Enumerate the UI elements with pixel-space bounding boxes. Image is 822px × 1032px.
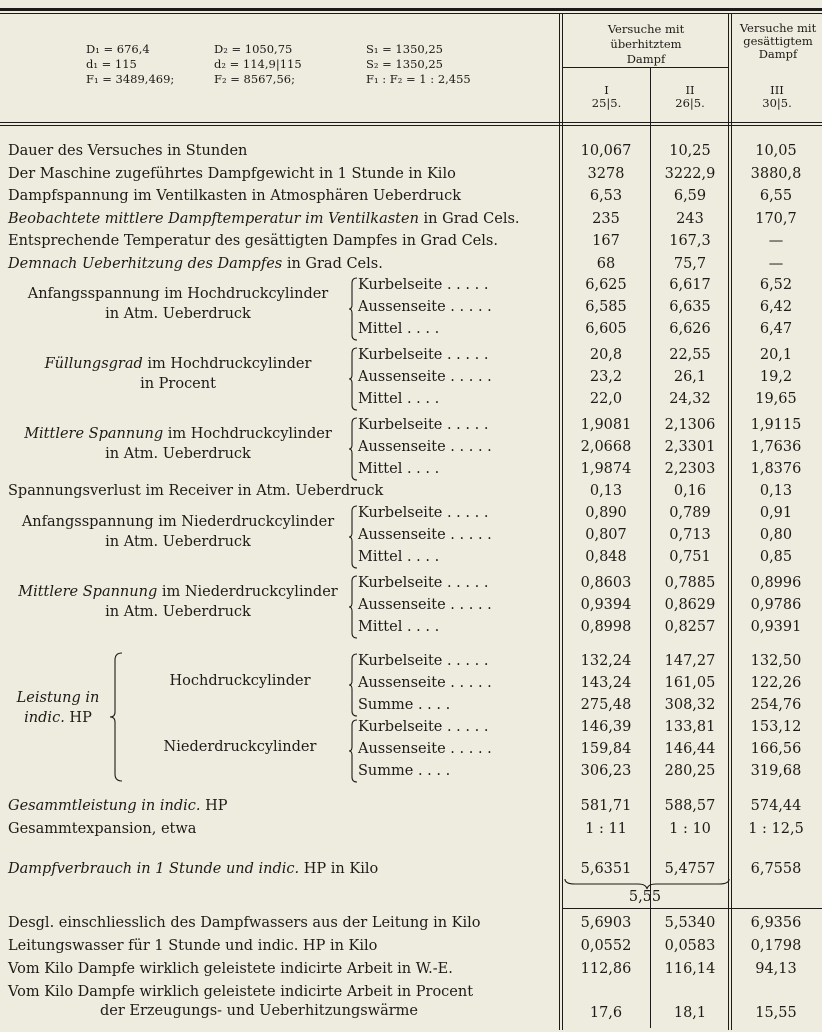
value-cell: 0,85 bbox=[759, 549, 793, 565]
value-cell: 0,7885 bbox=[664, 575, 716, 591]
value-cell: 20,1 bbox=[759, 347, 793, 363]
value-cell: 5,6351 bbox=[580, 861, 632, 877]
value-cell: 166,56 bbox=[750, 741, 802, 757]
value-cell: 6,9356 bbox=[750, 915, 802, 931]
group-hd-anfang-r0-v1 bbox=[0, 274, 822, 296]
value-cell: 5,4757 bbox=[664, 861, 716, 877]
value-cell: 1,9115 bbox=[750, 417, 802, 433]
value-cell: 0,751 bbox=[669, 549, 711, 565]
value-cell: 122,26 bbox=[750, 675, 802, 691]
sub-label: Mittel . . . . bbox=[358, 461, 440, 477]
group-header-rule bbox=[562, 67, 729, 68]
value-cell: 116,14 bbox=[664, 961, 716, 977]
group-header-saturated: Versuche mit gesättigtem Dampf bbox=[739, 21, 817, 61]
value-cell: 1,7636 bbox=[750, 439, 802, 455]
sub-label: Kurbelseite . . . . . bbox=[358, 417, 489, 433]
group-nd-anfang-r1-v1 bbox=[0, 524, 822, 546]
value-cell: 280,25 bbox=[664, 763, 716, 779]
value-cell: 0,80 bbox=[759, 527, 793, 543]
value-cell: 3880,8 bbox=[750, 165, 802, 182]
top-rule bbox=[0, 8, 822, 11]
average-value bbox=[0, 886, 822, 908]
value-cell: 6,7558 bbox=[750, 861, 802, 877]
value-cell: 574,44 bbox=[750, 798, 802, 814]
sub-label: Kurbelseite . . . . . bbox=[358, 277, 489, 293]
value-cell: 161,05 bbox=[664, 675, 716, 691]
value-cell: 10,25 bbox=[669, 143, 711, 159]
value-cell: 2,0668 bbox=[580, 439, 632, 455]
value-cell: 24,32 bbox=[669, 391, 711, 407]
col-header-3: III 30|5. bbox=[762, 83, 792, 110]
value-cell: 6,617 bbox=[669, 277, 711, 293]
group-nd-anfang-title: Anfangsspannung im Niederdruckcylinder in Atm. Ueberdruck bbox=[21, 514, 335, 550]
data-row-1-v1 bbox=[0, 163, 822, 185]
value-cell: 20,8 bbox=[589, 347, 623, 363]
sub-label: Aussenseite . . . . . bbox=[358, 741, 492, 757]
last-v1 bbox=[0, 1002, 822, 1024]
row-label: Gesammtleistung in indic. HP bbox=[8, 798, 228, 814]
row-label: Dauer des Versuches in Stunden bbox=[8, 143, 248, 159]
value-cell: 6,59 bbox=[673, 188, 707, 204]
leistung-nieder-r1-v1 bbox=[0, 738, 822, 760]
value-cell: 1 : 11 bbox=[585, 821, 627, 837]
sub-label: Kurbelseite . . . . . bbox=[358, 347, 489, 363]
value-cell: 143,24 bbox=[580, 675, 632, 691]
tail-1-v1 bbox=[0, 935, 822, 957]
value-cell: 275,48 bbox=[580, 697, 632, 713]
value-cell: 0,8996 bbox=[750, 575, 802, 591]
sub-label: Aussenseite . . . . . bbox=[358, 597, 492, 613]
tail-2-v1 bbox=[0, 958, 822, 980]
row-label: Dampfverbrauch in 1 Stunde und indic. HP in Kilo bbox=[8, 861, 379, 877]
value-cell: 23,2 bbox=[589, 369, 623, 385]
value-cell: 243 bbox=[676, 210, 704, 227]
value-cell: 17,6 bbox=[589, 1005, 623, 1021]
value-cell: — bbox=[768, 233, 784, 249]
value-cell: 2,3301 bbox=[664, 439, 716, 455]
value-cell: 133,81 bbox=[664, 719, 716, 735]
row-label: Vom Kilo Dampfe wirklich geleistete indicirte Arbeit in W.-E. bbox=[8, 961, 453, 977]
tail-0-v1 bbox=[0, 912, 822, 934]
group-nd-anfang-r0-v1 bbox=[0, 502, 822, 524]
value-cell: 22,55 bbox=[669, 347, 711, 363]
value-cell: 6,635 bbox=[669, 299, 711, 315]
gesamtleistung-v1 bbox=[0, 795, 822, 817]
value-cell: 0,13 bbox=[759, 483, 793, 499]
value-cell: 0,848 bbox=[585, 549, 627, 565]
value-cell: 167,3 bbox=[669, 233, 711, 249]
group-hd-mittel-r0-v1 bbox=[0, 414, 822, 436]
leistung-nieder-r2-v1 bbox=[0, 760, 822, 782]
value-cell: 132,50 bbox=[750, 653, 802, 669]
value-cell: 94,13 bbox=[755, 961, 797, 977]
value-cell: 0,16 bbox=[673, 483, 707, 499]
value-cell: 167 bbox=[592, 233, 620, 249]
value-cell: 1 : 12,5 bbox=[748, 821, 804, 837]
group-nd-mittel-r1-v1 bbox=[0, 594, 822, 616]
group-nd-mittel-title: Mittlere Spannung im Niederdruckcylinder in Atm. Ueberdruck bbox=[18, 584, 338, 620]
value-cell: 0,9394 bbox=[580, 597, 632, 613]
value-cell: 6,52 bbox=[759, 277, 793, 293]
row-label: Demnach Ueberhitzung des Dampfes in Grad Cels. bbox=[8, 255, 383, 272]
sub-label: Kurbelseite . . . . . bbox=[358, 653, 489, 669]
value-cell: 588,57 bbox=[664, 798, 716, 814]
value-cell: 146,39 bbox=[580, 719, 632, 735]
sub-label: Aussenseite . . . . . bbox=[358, 675, 492, 691]
sub-label: Aussenseite . . . . . bbox=[358, 299, 492, 315]
value-cell: 1 : 10 bbox=[669, 821, 711, 837]
value-cell: 1,9081 bbox=[580, 417, 632, 433]
group-hd-mittel-r2-v1 bbox=[0, 458, 822, 480]
value-cell: 147,27 bbox=[664, 653, 716, 669]
row-label: Der Maschine zugeführtes Dampfgewicht in 1 Stunde in Kilo bbox=[8, 165, 456, 182]
leistung-hoch-r0-v1 bbox=[0, 650, 822, 672]
value-cell: 581,71 bbox=[580, 798, 632, 814]
value-cell: 5,6903 bbox=[580, 915, 632, 931]
row-label: Desgl. einschliesslich des Dampfwassers aus der Leitung in Kilo bbox=[8, 915, 481, 931]
group-hd-anfang-r2-v1 bbox=[0, 318, 822, 340]
value-cell: 68 bbox=[596, 255, 616, 272]
value-cell: 0,9786 bbox=[750, 597, 802, 613]
average-cell: 5,55 bbox=[628, 889, 662, 905]
value-cell: 159,84 bbox=[580, 741, 632, 757]
group-hd-fuellung-title: Füllungsgrad im Hochdruckcylinder in Procent bbox=[44, 356, 312, 392]
value-cell: 0,890 bbox=[585, 505, 627, 521]
header-rule-2 bbox=[0, 125, 822, 126]
last-row-label-1: Vom Kilo Dampfe wirklich geleistete indicirte Arbeit in Procent bbox=[8, 984, 474, 1000]
leistung-hoch-r2-v1 bbox=[0, 694, 822, 716]
top-rule-thin bbox=[0, 13, 822, 14]
leistung-hoch-title: Hochdruckcylinder bbox=[169, 673, 311, 689]
value-cell: 6,605 bbox=[585, 321, 627, 337]
expansion-v1 bbox=[0, 818, 822, 840]
value-cell: — bbox=[768, 255, 784, 272]
sub-label: Aussenseite . . . . . bbox=[358, 439, 492, 455]
header-rule bbox=[0, 122, 822, 123]
row-label: Leitungswasser für 1 Stunde und indic. HP in Kilo bbox=[8, 938, 378, 954]
row-label: Spannungsverlust im Receiver in Atm. Ueberdruck bbox=[8, 483, 384, 499]
group-hd-anfang-r1-v1 bbox=[0, 296, 822, 318]
sub-label: Kurbelseite . . . . . bbox=[358, 719, 489, 735]
value-cell: 0,91 bbox=[759, 505, 793, 521]
value-cell: 235 bbox=[592, 210, 620, 227]
value-cell: 18,1 bbox=[673, 1005, 707, 1021]
value-cell: 1,8376 bbox=[750, 461, 802, 477]
col-header-2: II 26|5. bbox=[675, 83, 705, 110]
group-nd-mittel-r2-v1 bbox=[0, 616, 822, 638]
value-cell: 3222,9 bbox=[664, 165, 716, 182]
value-cell: 132,24 bbox=[580, 653, 632, 669]
group-hd-fuellung-r1-v1 bbox=[0, 366, 822, 388]
receiver-v1 bbox=[0, 480, 822, 502]
value-cell: 308,32 bbox=[664, 697, 716, 713]
sub-label: Summe . . . . bbox=[358, 697, 451, 713]
value-cell: 146,44 bbox=[664, 741, 716, 757]
leistung-nieder-r0-v1 bbox=[0, 716, 822, 738]
sub-label: Summe . . . . bbox=[358, 763, 451, 779]
value-cell: 6,585 bbox=[585, 299, 627, 315]
value-cell: 6,626 bbox=[669, 321, 711, 337]
value-cell: 0,789 bbox=[669, 505, 711, 521]
value-cell: 2,1306 bbox=[664, 417, 716, 433]
value-cell: 3278 bbox=[587, 165, 625, 182]
value-cell: 6,55 bbox=[759, 188, 793, 204]
leistung-hoch-r1-v1 bbox=[0, 672, 822, 694]
sub-label: Mittel . . . . bbox=[358, 619, 440, 635]
value-cell: 10,067 bbox=[580, 143, 632, 159]
avg-rule bbox=[562, 908, 822, 909]
value-cell: 0,713 bbox=[669, 527, 711, 543]
value-cell: 26,1 bbox=[673, 369, 707, 385]
group-hd-mittel-r1-v1 bbox=[0, 436, 822, 458]
value-cell: 1,9874 bbox=[580, 461, 632, 477]
value-cell: 170,7 bbox=[755, 210, 797, 227]
group-hd-anfang-title: Anfangsspannung im Hochdruckcylinder in Atm. Ueberdruck bbox=[27, 286, 329, 322]
value-cell: 75,7 bbox=[673, 255, 707, 272]
group-nd-mittel-r0-v1 bbox=[0, 572, 822, 594]
sub-label: Aussenseite . . . . . bbox=[358, 369, 492, 385]
value-cell: 153,12 bbox=[750, 719, 802, 735]
dampfverbrauch-v1 bbox=[0, 858, 822, 880]
value-cell: 306,23 bbox=[580, 763, 632, 779]
value-cell: 6,53 bbox=[589, 188, 623, 204]
value-cell: 19,2 bbox=[759, 369, 793, 385]
value-cell: 0,0583 bbox=[664, 938, 716, 954]
value-cell: 5,5340 bbox=[664, 915, 716, 931]
sub-label: Mittel . . . . bbox=[358, 391, 440, 407]
value-cell: 6,47 bbox=[759, 321, 793, 337]
value-cell: 0,8603 bbox=[580, 575, 632, 591]
value-cell: 254,76 bbox=[750, 697, 802, 713]
group-nd-anfang-r2-v1 bbox=[0, 546, 822, 568]
group-hd-mittel-title: Mittlere Spannung im Hochdruckcylinder in Atm. Ueberdruck bbox=[24, 426, 332, 462]
col-header-1: I 25|5. bbox=[591, 83, 622, 110]
value-cell: 0,8998 bbox=[580, 619, 632, 635]
value-cell: 0,1798 bbox=[750, 938, 802, 954]
sub-label: Kurbelseite . . . . . bbox=[358, 575, 489, 591]
value-cell: 19,65 bbox=[755, 391, 797, 407]
value-cell: 0,13 bbox=[589, 483, 623, 499]
group-hd-fuellung-r0-v1 bbox=[0, 344, 822, 366]
sub-label: Mittel . . . . bbox=[358, 549, 440, 565]
value-cell: 0,8629 bbox=[664, 597, 716, 613]
row-label: Dampfspannung im Ventilkasten in Atmosphären Ueberdruck bbox=[8, 188, 461, 204]
group-header-superheated: Versuche mit überhitztem Dampf bbox=[607, 22, 685, 66]
value-cell: 15,55 bbox=[755, 1005, 797, 1021]
data-row-3-v1 bbox=[0, 208, 822, 230]
sub-label: Aussenseite . . . . . bbox=[358, 527, 492, 543]
group-hd-fuellung-r2-v1 bbox=[0, 388, 822, 410]
value-cell: 112,86 bbox=[580, 961, 632, 977]
last-row-label-2: der Erzeugungs- und Ueberhitzungswärme bbox=[100, 1003, 418, 1019]
data-row-4-v1 bbox=[0, 230, 822, 252]
value-cell: 0,807 bbox=[585, 527, 627, 543]
row-label: Entsprechende Temperatur des gesättigten Dampfes in Grad Cels. bbox=[8, 233, 498, 249]
value-cell: 22,0 bbox=[589, 391, 623, 407]
value-cell: 0,8257 bbox=[664, 619, 716, 635]
leistung-nieder-title: Niederdruckcylinder bbox=[163, 739, 317, 755]
value-cell: 319,68 bbox=[750, 763, 802, 779]
value-cell: 6,625 bbox=[585, 277, 627, 293]
value-cell: 2,2303 bbox=[664, 461, 716, 477]
sub-label: Kurbelseite . . . . . bbox=[358, 505, 489, 521]
value-cell: 6,42 bbox=[759, 299, 793, 315]
row-label: Beobachtete mittlere Dampftemperatur im Ventilkasten in Grad Cels. bbox=[8, 210, 520, 227]
leistung-title: Leistung in indic. HP bbox=[16, 690, 100, 726]
value-cell: 0,0552 bbox=[580, 938, 632, 954]
sub-label: Mittel . . . . bbox=[358, 321, 440, 337]
value-cell: 10,05 bbox=[755, 143, 797, 159]
data-row-5-v1 bbox=[0, 253, 822, 275]
value-cell: 0,9391 bbox=[750, 619, 802, 635]
row-label: Gesammtexpansion, etwa bbox=[8, 821, 197, 837]
data-row-2-v1 bbox=[0, 185, 822, 207]
data-row-0-v1 bbox=[0, 140, 822, 162]
